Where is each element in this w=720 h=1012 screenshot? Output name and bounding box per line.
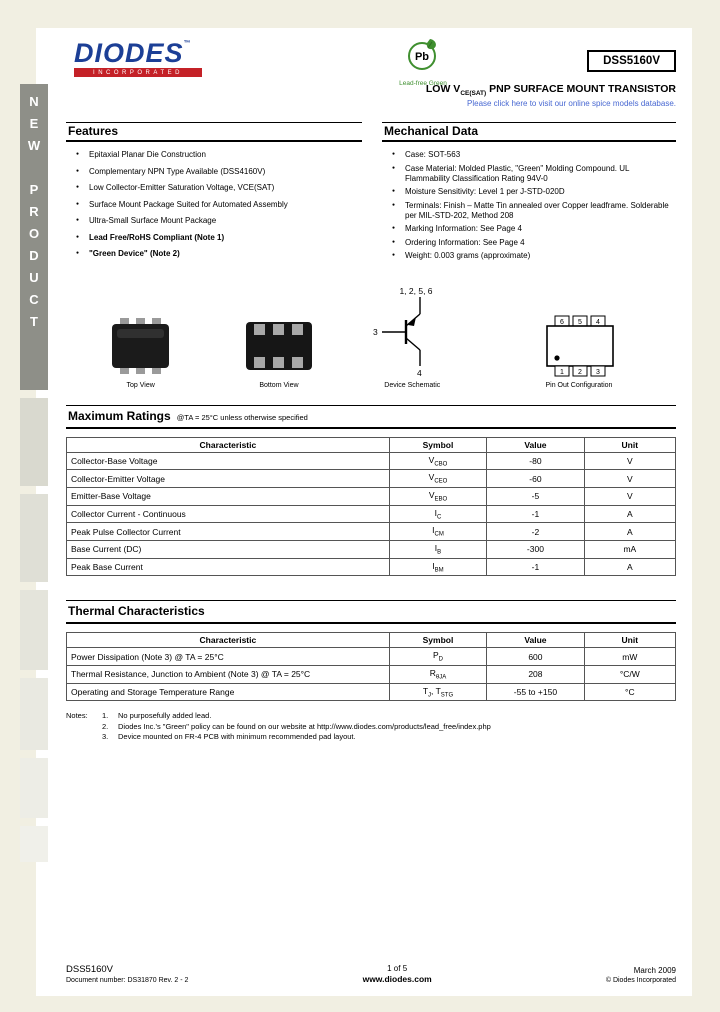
pinout-figure <box>482 284 676 389</box>
value-cell: -5 <box>487 487 584 505</box>
new-product-banner <box>20 84 48 390</box>
pb-free-icon <box>404 36 442 74</box>
characteristic-cell: Peak Base Current <box>67 558 390 576</box>
features-heading: Features <box>66 122 362 142</box>
unit-cell: V <box>584 487 675 505</box>
bottom-view-image <box>238 314 320 378</box>
top-view-image <box>102 314 180 378</box>
column-header: Value <box>487 633 584 648</box>
section-condition: @TA = 25°C unless otherwise specified <box>176 412 308 422</box>
footer-date: March 2009 <box>633 966 676 975</box>
page-footer <box>66 964 676 984</box>
table-row <box>67 470 676 488</box>
value-cell: -60 <box>487 470 584 488</box>
footer-page-number: 1 of 5 <box>387 964 408 973</box>
note-item: 1. No purposefully added lead. <box>102 711 212 721</box>
note-item: 3. Device mounted on FR-4 PCB with minimum recommended pad layout. <box>102 732 356 742</box>
device-schematic-label: Device Schematic <box>384 381 441 389</box>
value-cell: -300 <box>487 540 584 558</box>
note-item: 2. Diodes Inc.'s "Green" policy can be found on our website at http://www.diodes.com/products/lead_free/index.php <box>102 721 491 731</box>
features-column <box>66 122 362 266</box>
table-row <box>67 523 676 541</box>
device-schematic-figure <box>343 284 482 389</box>
unit-cell: mW <box>584 648 675 666</box>
value-cell: -1 <box>487 505 584 523</box>
bottom-view-figure <box>215 284 342 389</box>
footer-right <box>606 966 676 984</box>
diodes-logo-text: DIODES™ <box>74 38 192 68</box>
table-header-row <box>67 437 676 452</box>
pin-number: 3 <box>596 368 600 376</box>
decorative-block <box>20 758 48 818</box>
characteristic-cell: Collector-Base Voltage <box>67 452 390 470</box>
list-item: ● "Green Device" (Note 2) <box>76 249 362 259</box>
symbol-cell: $P_D$ <box>389 648 486 666</box>
symbol-cell: $T_J$, $T_{STG}$ <box>389 683 486 701</box>
list-item: ● Complementary NPN Type Available (DSS4160V) <box>76 167 362 177</box>
pin-number: 6 <box>560 318 564 326</box>
table-row <box>67 487 676 505</box>
list-item: ● Marking Information: See Page 4 <box>392 224 676 234</box>
footer-copyright: © Diodes Incorporated <box>605 977 676 984</box>
pin-number: 4 <box>596 318 600 326</box>
unit-cell: mA <box>584 540 675 558</box>
footer-doc-number: Document number: DS31870 Rev. 2 - 2 <box>66 977 189 984</box>
top-view-label: Top View <box>126 381 155 389</box>
unit-cell: °C/W <box>584 666 675 684</box>
list-item: ● Ultra-Small Surface Mount Package <box>76 216 362 226</box>
unit-cell: A <box>584 558 675 576</box>
table-row <box>67 452 676 470</box>
value-cell: -80 <box>487 452 584 470</box>
section-title: Thermal Characteristics <box>68 604 205 619</box>
features-list <box>76 150 362 259</box>
thermal-characteristics-table <box>66 632 676 701</box>
table-header-row <box>67 633 676 648</box>
pinout-image <box>533 314 625 378</box>
device-schematic-image <box>362 284 462 378</box>
value-cell: -1 <box>487 558 584 576</box>
schematic-collector-pin-label: 4 <box>417 367 423 378</box>
symbol-cell: $I_{BM}$ <box>389 558 486 576</box>
page-header <box>66 36 676 122</box>
unit-cell: A <box>584 505 675 523</box>
list-item: ● Weight: 0.003 grams (approximate) <box>392 251 676 261</box>
table-row <box>67 540 676 558</box>
part-number-box: DSS5160V <box>587 50 676 72</box>
list-item: ● Surface Mount Package Suited for Automated Assembly <box>76 200 362 210</box>
list-item: ● Ordering Information: See Page 4 <box>392 238 676 248</box>
value-cell: -2 <box>487 523 584 541</box>
characteristic-cell: Emitter-Base Voltage <box>67 487 390 505</box>
section-title: Maximum Ratings <box>68 408 171 423</box>
column-header: Characteristic <box>67 437 390 452</box>
footer-center <box>363 964 432 984</box>
list-item: ● Lead Free/RoHS Compliant (Note 1) <box>76 233 362 243</box>
unit-cell: A <box>584 523 675 541</box>
list-item: ● Case Material: Molded Plastic, "Green" Molding Compound. UL Flammability Classification Rating 94V-0 <box>392 164 676 184</box>
characteristic-cell: Collector-Emitter Voltage <box>67 470 390 488</box>
maximum-ratings-heading <box>66 405 676 429</box>
value-cell: 208 <box>487 666 584 684</box>
schematic-base-pin-label: 3 <box>373 326 379 337</box>
footer-website-link[interactable]: www.diodes.com <box>362 974 432 984</box>
lead-free-caption: Lead-free Green <box>399 80 447 87</box>
mechanical-data-list <box>392 150 676 261</box>
package-diagrams <box>66 284 676 389</box>
characteristic-cell: Base Current (DC) <box>67 540 390 558</box>
characteristic-cell: Peak Pulse Collector Current <box>67 523 390 541</box>
pin-number: 5 <box>578 318 582 326</box>
top-view-figure <box>66 284 215 389</box>
decorative-block <box>20 590 48 670</box>
footer-part-number: DSS5160V <box>66 964 114 975</box>
list-item: ● Terminals: Finish – Matte Tin annealed over Copper leadframe. Solderable per MIL-STD-202, Method 208 <box>392 201 676 221</box>
lead-free-badge <box>388 36 458 87</box>
diodes-logo <box>74 40 204 77</box>
decorative-block <box>20 678 48 750</box>
characteristic-cell: Thermal Resistance, Junction to Ambient (Note 3) @ TA = 25°C <box>67 666 390 684</box>
unit-cell: V <box>584 470 675 488</box>
notes-section <box>66 711 676 743</box>
decorative-block <box>20 398 48 486</box>
diodes-logo-subtitle: INCORPORATED <box>74 68 202 77</box>
spice-models-link[interactable]: Please click here to visit our online spice models database. <box>467 99 676 108</box>
column-header: Unit <box>584 633 675 648</box>
table-row <box>67 558 676 576</box>
bottom-view-label: Bottom View <box>259 381 299 389</box>
trademark-symbol: ™ <box>183 40 192 47</box>
column-header: Value <box>487 437 584 452</box>
symbol-cell: $V_{CBO}$ <box>389 452 486 470</box>
list-item: ● Moisture Sensitivity: Level 1 per J-STD-020D <box>392 187 676 197</box>
list-item: ● Low Collector-Emitter Saturation Voltage, VCE(SAT) <box>76 183 362 193</box>
table-row <box>67 666 676 684</box>
symbol-cell: $I_C$ <box>389 505 486 523</box>
table-row <box>67 505 676 523</box>
svg-text:Pb: Pb <box>414 51 430 63</box>
page-title: LOW $V_{CE(SAT)}$ PNP SURFACE MOUNT TRANSISTOR <box>425 83 676 98</box>
symbol-cell: $V_{EBO}$ <box>389 487 486 505</box>
mechanical-data-heading: Mechanical Data <box>382 122 676 142</box>
notes-list <box>102 711 491 743</box>
pinout-label: Pin Out Configuration <box>545 381 613 389</box>
table-row <box>67 648 676 666</box>
unit-cell: °C <box>584 683 675 701</box>
pin-number: 1 <box>560 368 564 376</box>
value-cell: 600 <box>487 648 584 666</box>
datasheet-page <box>36 28 692 996</box>
characteristic-cell: Power Dissipation (Note 3) @ TA = 25°C <box>67 648 390 666</box>
column-header: Unit <box>584 437 675 452</box>
pin-number: 2 <box>578 368 582 376</box>
table-row <box>67 683 676 701</box>
schematic-top-pins-label: 1, 2, 5, 6 <box>399 285 433 296</box>
notes-label: Notes: <box>66 711 88 721</box>
list-item: ● Case: SOT-563 <box>392 150 676 160</box>
column-header: Symbol <box>389 633 486 648</box>
characteristic-cell: Operating and Storage Temperature Range <box>67 683 390 701</box>
symbol-cell: $I_B$ <box>389 540 486 558</box>
value-cell: -55 to +150 <box>487 683 584 701</box>
characteristic-cell: Collector Current - Continuous <box>67 505 390 523</box>
footer-left <box>66 964 188 984</box>
maximum-ratings-table <box>66 437 676 577</box>
symbol-cell: $R_{\theta JA}$ <box>389 666 486 684</box>
unit-cell: V <box>584 452 675 470</box>
thermal-characteristics-heading <box>66 600 676 624</box>
mechanical-data-column <box>382 122 676 266</box>
column-header: Characteristic <box>67 633 390 648</box>
symbol-cell: $I_{CM}$ <box>389 523 486 541</box>
list-item: ● Epitaxial Planar Die Construction <box>76 150 362 160</box>
column-header: Symbol <box>389 437 486 452</box>
symbol-cell: $V_{CEO}$ <box>389 470 486 488</box>
two-column-section <box>66 122 676 266</box>
decorative-block <box>20 494 48 582</box>
decorative-block <box>20 826 48 862</box>
new-product-label: NEW PRODUCT <box>26 94 42 336</box>
